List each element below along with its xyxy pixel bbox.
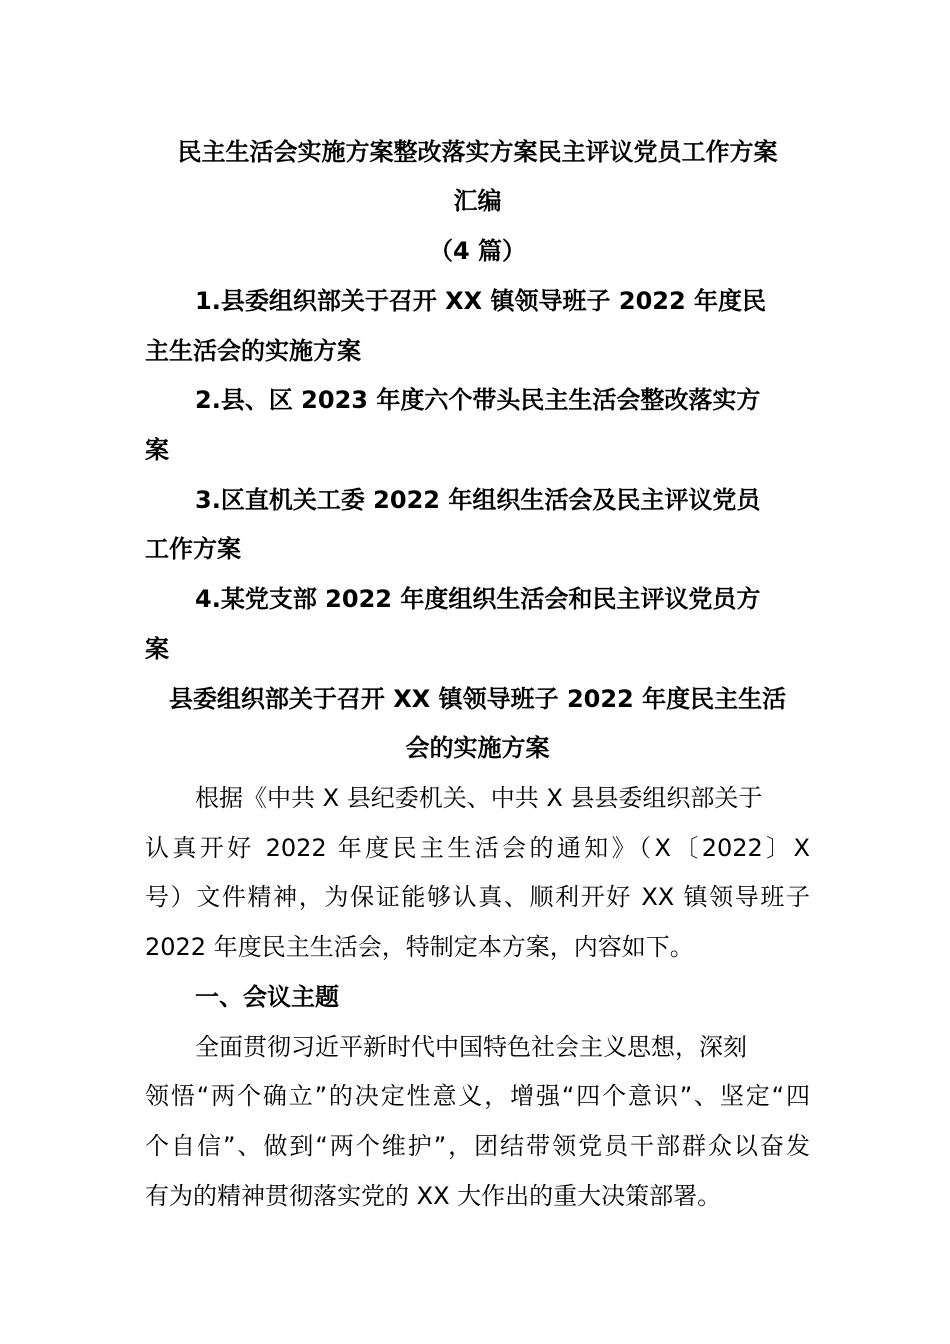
document-title-line-1: 民主生活会实施方案整改落实方案民主评议党员工作方案 <box>177 138 778 166</box>
intro-line-1: 根据《中共 X 县纪委机关、中共 X 县县委组织部关于 <box>195 784 763 812</box>
document-title-line-2: 汇编 <box>453 187 502 215</box>
toc-item-1: 1.县委组织部关于召开 XX 镇领导班子 2022 年度民 <box>195 287 767 315</box>
toc-item-1-continued: 主生活会的实施方案 <box>145 337 361 365</box>
document-count: （4 篇） <box>428 237 527 265</box>
toc-item-4-continued: 案 <box>145 635 169 663</box>
section-heading: 一、会议主题 <box>195 983 339 1011</box>
section-body-line-1: 全面贯彻习近平新时代中国特色社会主义思想，深刻 <box>195 1033 747 1061</box>
toc-item-2-continued: 案 <box>145 436 169 464</box>
toc-item-3: 3.区直机关工委 2022 年组织生活会及民主评议党员 <box>195 486 761 514</box>
section-body-line-4: 有为的精神贯彻落实党的 XX 大作出的重大决策部署。 <box>145 1182 722 1210</box>
article-title-line-2: 会的实施方案 <box>405 734 550 762</box>
intro-line-3: 号）文件精神，为保证能够认真、顺利开好 XX 镇领导班子 <box>145 883 810 911</box>
section-body-line-2: 领悟“两个确立”的决定性意义，增强“四个意识”、坚定“四 <box>145 1082 810 1110</box>
toc-item-4: 4.某党支部 2022 年度组织生活会和民主评议党员方 <box>195 585 761 613</box>
article-title-line-1: 县委组织部关于召开 XX 镇领导班子 2022 年度民主生活 <box>168 685 787 713</box>
section-body-line-3: 个自信”、做到“两个维护”，团结带领党员干部群众以奋发 <box>145 1132 810 1160</box>
toc-item-2: 2.县、区 2023 年度六个带头民主生活会整改落实方 <box>195 386 761 414</box>
intro-line-4: 2022 年度民主生活会，特制定本方案，内容如下。 <box>145 933 694 961</box>
toc-item-3-continued: 工作方案 <box>145 535 241 563</box>
intro-line-2: 认真开好 2022 年度民主生活会的通知》（X〔2022〕X <box>145 834 810 862</box>
